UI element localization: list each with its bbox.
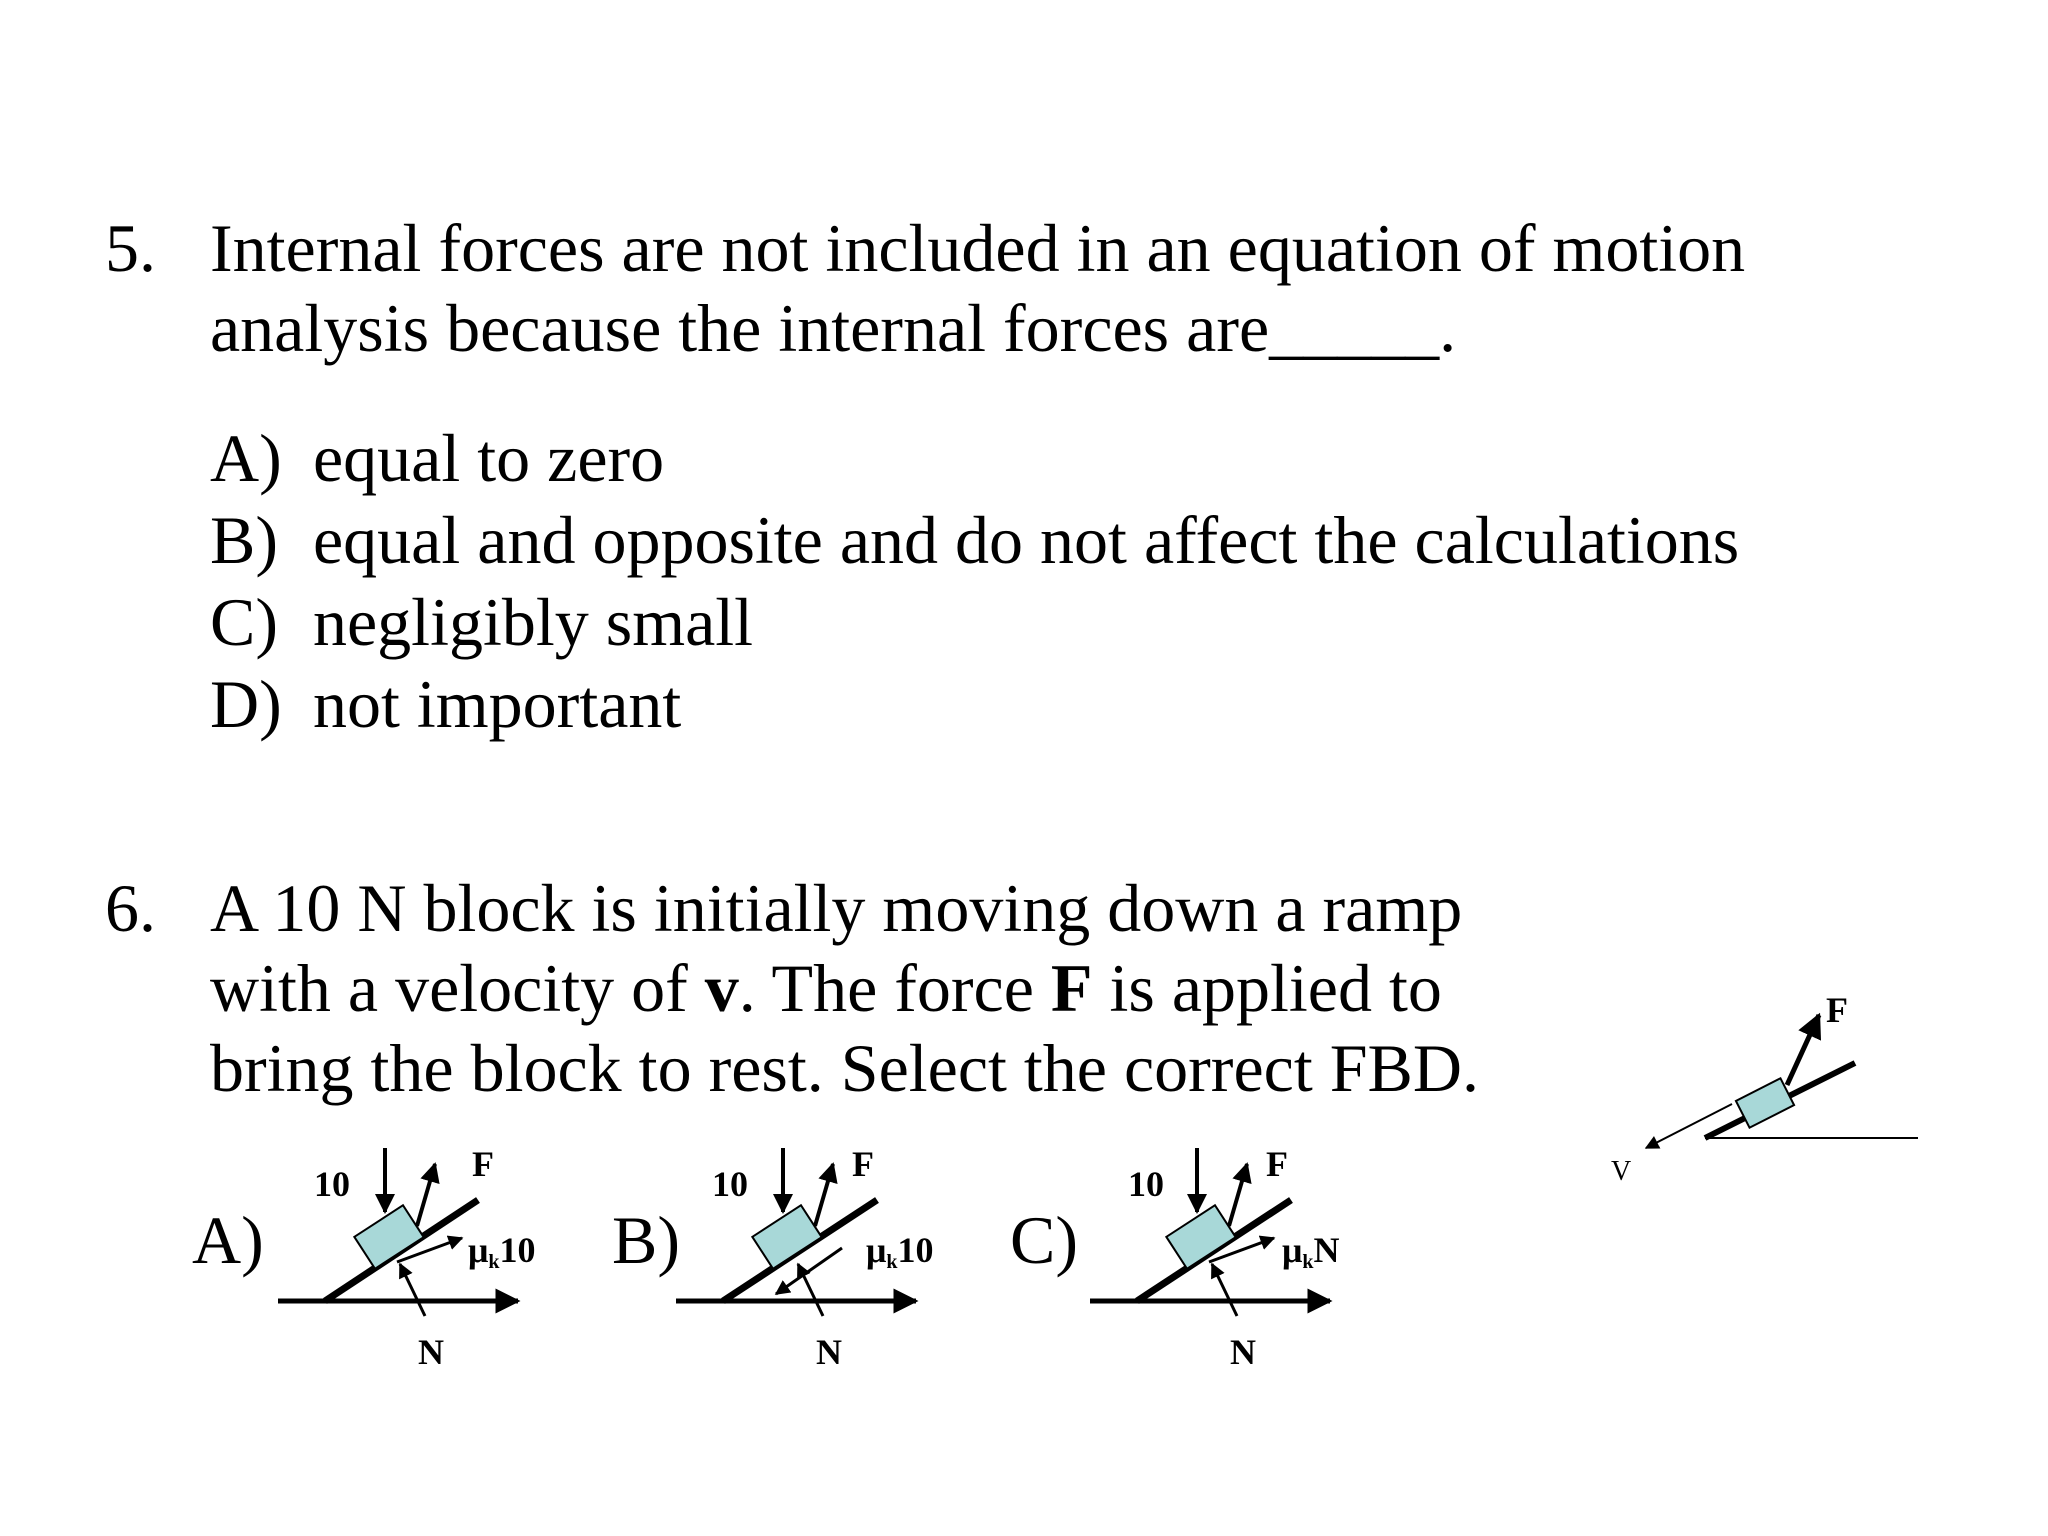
question-text-line-2: analysis because the internal forces are_____. (210, 290, 1457, 366)
option-text: equal and opposite and do not affect the calculations (313, 502, 1740, 578)
fbd-choice-a[interactable] (278, 1144, 536, 1372)
fbd-choice-b[interactable] (676, 1144, 934, 1372)
weight-label: 10 (1128, 1164, 1164, 1204)
question-text-line-1: A 10 N block is initially moving down a ramp (210, 870, 1463, 946)
velocity-arrow (1646, 1104, 1732, 1148)
ramp-figure (1611, 990, 1918, 1187)
question-number: 6. (105, 870, 156, 946)
block (1166, 1205, 1235, 1268)
question-text-line-3: bring the block to rest. Select the correct FBD. (210, 1030, 1479, 1106)
normal-label: N (816, 1332, 842, 1372)
question-text-line-2: with a velocity of v. The force F is applied to (210, 950, 1442, 1026)
block (752, 1205, 821, 1268)
velocity-label: V (1611, 1156, 1632, 1187)
force-symbol: F (1050, 950, 1093, 1026)
normal-label: N (1230, 1332, 1256, 1372)
force-label: F (1266, 1144, 1288, 1184)
normal-arrow (1212, 1264, 1237, 1316)
force-arrow (417, 1164, 435, 1226)
option-label: A) (210, 420, 282, 496)
question-number: 5. (105, 210, 156, 286)
option-text: equal to zero (313, 420, 665, 496)
weight-label: 10 (712, 1164, 748, 1204)
fbd-choice-a-label[interactable]: A) (192, 1202, 264, 1278)
option-label: D) (210, 666, 282, 742)
fbd-choice-c[interactable] (1090, 1144, 1340, 1372)
weight-label: 10 (314, 1164, 350, 1204)
option-label: B) (210, 502, 278, 578)
force-label: F (1826, 990, 1848, 1030)
block (354, 1205, 423, 1268)
normal-arrow (400, 1264, 425, 1316)
option-text: not important (313, 666, 682, 742)
friction-label: μk10 (468, 1230, 536, 1273)
force-arrow (815, 1164, 833, 1226)
normal-label: N (418, 1332, 444, 1372)
option-text: negligibly small (313, 584, 754, 660)
force-arrow (1787, 1015, 1819, 1085)
question-text-line-1: Internal forces are not included in an equation of motion (210, 210, 1746, 286)
option-label: C) (210, 584, 278, 660)
velocity-symbol: v (704, 950, 739, 1026)
force-label: F (852, 1144, 874, 1184)
normal-arrow (798, 1264, 823, 1316)
block (1736, 1078, 1794, 1127)
friction-label: μk10 (866, 1230, 934, 1273)
fbd-choice-b-label[interactable]: B) (612, 1202, 680, 1278)
force-arrow (1229, 1164, 1247, 1226)
force-label: F (472, 1144, 494, 1184)
friction-label: μkN (1282, 1230, 1340, 1273)
fbd-choice-c-label[interactable]: C) (1010, 1202, 1078, 1278)
